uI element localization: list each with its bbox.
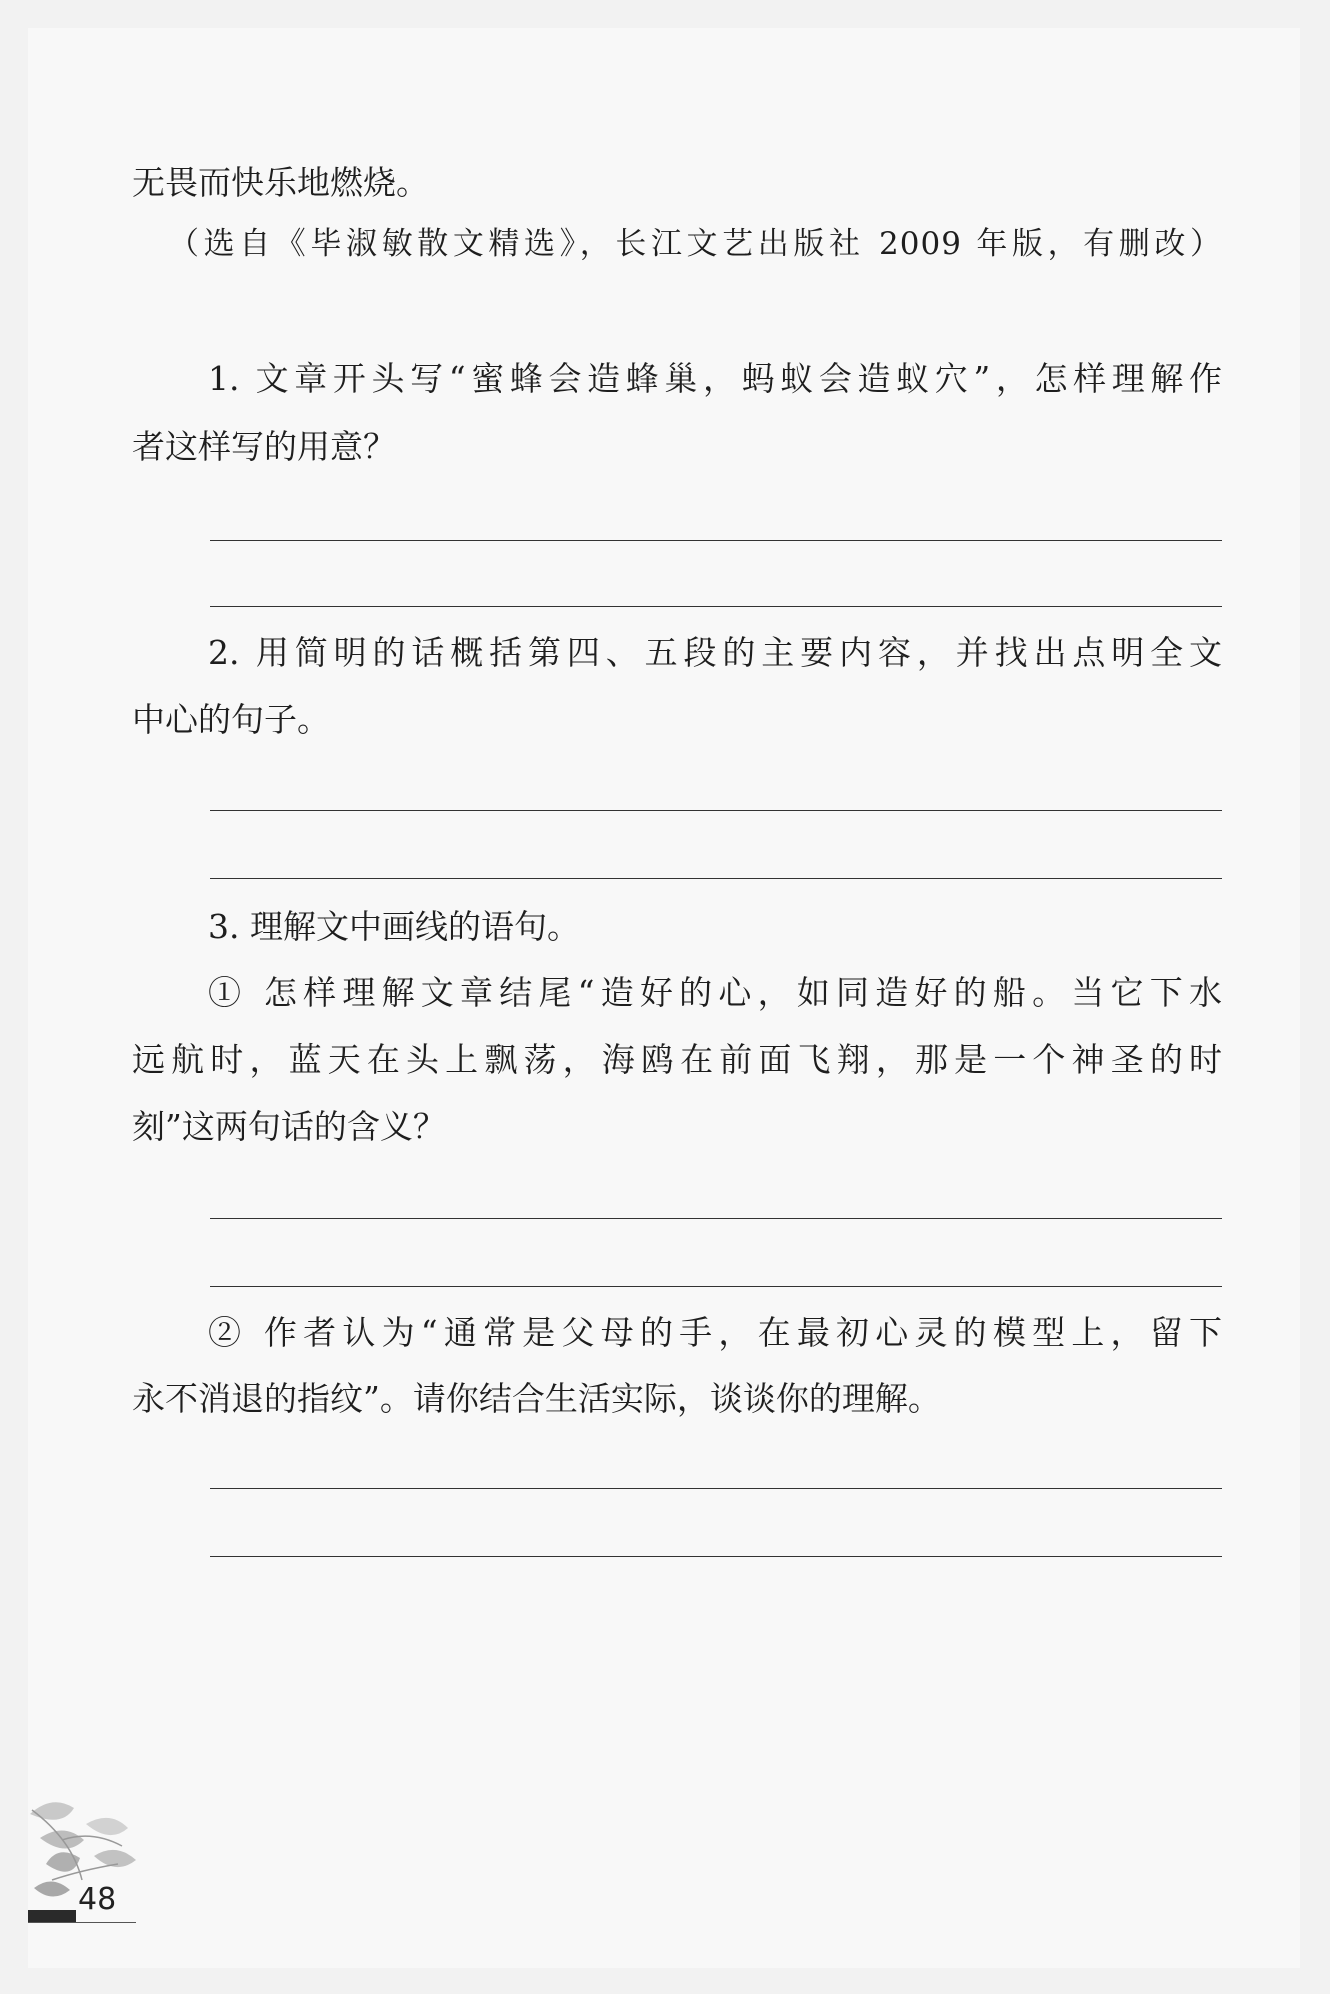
question-1-line-2: 者这样写的用意？ xyxy=(132,427,396,466)
question-3-2-answer-line-2[interactable] xyxy=(210,1556,1222,1557)
question-3-2-line-2: 永不消退的指纹”。请你结合生活实际，谈谈你的理解。 xyxy=(132,1379,941,1418)
question-3-2-line-1: ② 作者认为“通常是父母的手，在最初心灵的模型上，留下 xyxy=(208,1313,1222,1352)
question-3-1-answer-line-2[interactable] xyxy=(210,1286,1222,1287)
question-2-line-1: 2. 用简明的话概括第四、五段的主要内容，并找出点明全文 xyxy=(208,633,1222,672)
question-3-2-answer-line-1[interactable] xyxy=(210,1488,1222,1489)
page-number-bar xyxy=(28,1910,76,1922)
passage-source-citation: （选自《毕淑敏散文精选》，长江文艺出版社 2009 年版，有删改） xyxy=(168,226,1222,262)
question-3-1-line-3: 刻”这两句话的含义？ xyxy=(132,1107,446,1146)
passage-ending-line: 无畏而快乐地燃烧。 xyxy=(132,163,429,202)
question-2-answer-line-2[interactable] xyxy=(210,878,1222,879)
question-2-line-2: 中心的句子。 xyxy=(132,700,330,739)
page-number-rule xyxy=(28,1922,136,1923)
page-number: 48 xyxy=(78,1882,117,1917)
question-2-answer-line-1[interactable] xyxy=(210,810,1222,811)
question-1-answer-line-1[interactable] xyxy=(210,540,1222,541)
question-3-1-answer-line-1[interactable] xyxy=(210,1218,1222,1219)
question-3-heading: 3. 理解文中画线的语句。 xyxy=(208,907,580,946)
question-3-1-line-2: 远航时，蓝天在头上飘荡，海鸥在前面飞翔，那是一个神圣的时 xyxy=(132,1040,1222,1079)
question-3-1-line-1: ① 怎样理解文章结尾“造好的心，如同造好的船。当它下水 xyxy=(208,973,1222,1012)
question-1-line-1: 1. 文章开头写“蜜蜂会造蜂巢，蚂蚁会造蚁穴”，怎样理解作 xyxy=(208,359,1222,398)
question-1-answer-line-2[interactable] xyxy=(210,606,1222,607)
